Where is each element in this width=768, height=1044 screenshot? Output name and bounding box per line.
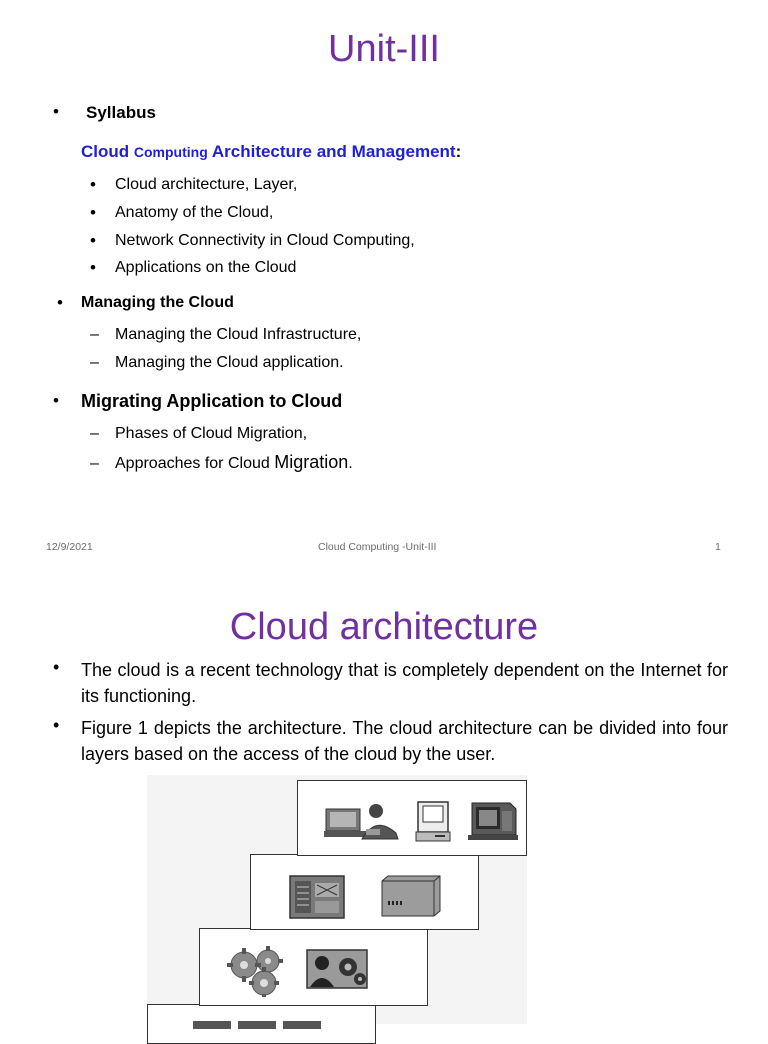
list-item: Network Connectivity in Cloud Computing, (115, 232, 415, 249)
migrating-title: Migrating Application to Cloud (81, 391, 343, 411)
footer-title: Cloud Computing -Unit-III (318, 541, 437, 553)
terminal-computer-icon (466, 801, 520, 841)
slide-title: Cloud architecture (229, 606, 539, 648)
dash: – (90, 354, 99, 371)
hardware-icons (188, 1019, 328, 1029)
bullet: • (53, 102, 59, 121)
desktop-computer-icon (415, 801, 451, 843)
bullet: • (90, 175, 96, 194)
paragraph: The cloud is a recent technology that is completely dependent on the Internet for its functioning. (81, 660, 728, 706)
admin-settings-icon (306, 949, 368, 989)
list-item: Managing the Cloud Infrastructure, (115, 326, 362, 343)
layer-box-3 (199, 928, 428, 1006)
dash: – (90, 326, 99, 343)
syllabus-label: Syllabus (86, 103, 156, 122)
managing-title: Managing the Cloud (81, 294, 234, 311)
gears-icon (224, 945, 296, 997)
layer-box-2 (250, 854, 479, 930)
datacenter-rack-icon (289, 875, 345, 919)
bullet: • (53, 715, 60, 735)
list-item: Cloud architecture, Layer, (115, 176, 298, 193)
bullet: • (90, 203, 96, 222)
section-heading: Cloud Computing Architecture and Management: (81, 142, 462, 161)
bullet: • (90, 231, 96, 250)
list-item: Approaches for Cloud Migration. (115, 452, 353, 472)
bullet: • (53, 657, 60, 677)
layer-box-4 (147, 1004, 376, 1044)
server-unit-icon (378, 875, 442, 917)
bullet: • (53, 391, 59, 410)
slide-2 (0, 570, 768, 1024)
paragraph: Figure 1 depicts the architecture. The cloud architecture can be divided into four layers based on the access of the cloud by the user. (81, 718, 728, 764)
footer-date: 12/9/2021 (46, 541, 93, 553)
list-item: Anatomy of the Cloud, (115, 204, 274, 221)
page-number: 1 (715, 541, 721, 553)
list-item: Applications on the Cloud (115, 259, 297, 276)
layer-box-1 (297, 780, 527, 856)
slide-title: Unit-III (328, 28, 440, 70)
list-item: Managing the Cloud application. (115, 354, 344, 371)
user-workstation-icon (324, 803, 400, 841)
dash: – (90, 455, 99, 472)
dash: – (90, 425, 99, 442)
list-item: Phases of Cloud Migration, (115, 425, 308, 442)
bullet: • (90, 258, 96, 277)
bullet: • (57, 293, 63, 312)
